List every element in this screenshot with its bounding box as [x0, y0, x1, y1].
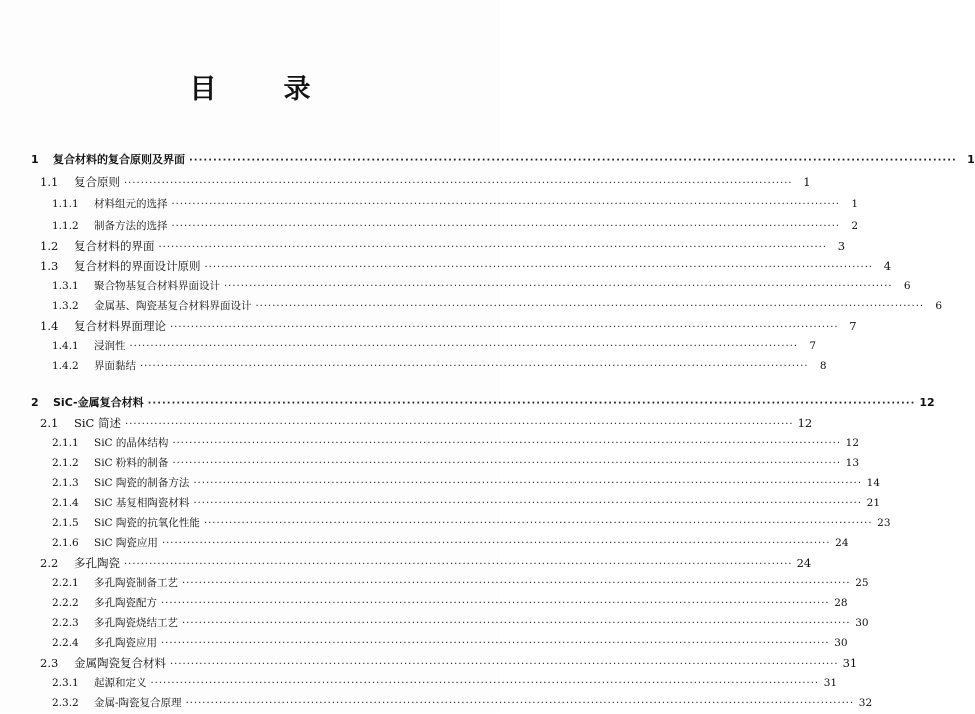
toc-entry-page: 28	[834, 597, 848, 609]
dot-leader: ································································································································································	[140, 361, 809, 372]
toc-entry-page: 24	[835, 537, 849, 549]
dot-leader: ································································································································································	[161, 538, 831, 549]
toc-entry-number: 2.1.1	[52, 437, 79, 449]
toc-entry-number: 2.1.4	[52, 497, 79, 509]
toc-entry-number: 1.4.1	[52, 340, 79, 352]
toc-entry-title: 金属陶瓷复合材料	[74, 656, 166, 670]
toc-entry-page: 13	[845, 457, 860, 469]
dot-leader: ································································································································································	[255, 301, 925, 312]
dot-leader: ································································································································································	[189, 155, 957, 166]
toc-entry[interactable]	[52, 673, 838, 693]
toc-entry-title: SiC 简述	[74, 416, 122, 430]
toc-entry-title: SiC 陶瓷应用	[94, 537, 158, 549]
toc-entry[interactable]	[40, 413, 813, 433]
toc-entry-number: 1.4	[40, 319, 59, 333]
toc-entry[interactable]	[52, 473, 881, 493]
toc-entry-title: 复合材料的复合原则及界面	[53, 153, 185, 166]
toc-entry[interactable]	[52, 433, 860, 453]
toc-entry[interactable]	[40, 172, 811, 192]
dot-leader: ································································································································································	[171, 221, 841, 232]
toc-entry-number: 2.2	[40, 556, 59, 570]
toc-entry-title: 多孔陶瓷制备工艺	[94, 577, 178, 589]
toc-entry-number: 2.1.3	[52, 477, 79, 489]
toc-entry-number: 1.1.1	[52, 198, 79, 210]
toc-entry-page: 3	[837, 239, 846, 253]
toc-entry-number: 2.1.5	[52, 517, 79, 529]
toc-entry-title: 聚合物基复合材料界面设计	[94, 280, 220, 292]
dot-leader: ································································································································································	[204, 262, 874, 273]
toc-entry[interactable]	[52, 533, 849, 553]
toc-entry[interactable]	[52, 493, 881, 513]
dot-leader: ································································································································································	[193, 478, 863, 489]
toc-entry-page: 12	[845, 437, 860, 449]
toc-entry-page: 7	[809, 340, 817, 352]
toc-entry[interactable]	[52, 336, 817, 356]
toc-entry-page: 4	[883, 259, 892, 273]
toc-entry-number: 2.3	[40, 656, 59, 670]
toc-entry-title: SiC 的晶体结构	[94, 437, 169, 449]
dot-leader: ································································································································································	[161, 598, 830, 609]
dot-leader: ································································································································································	[224, 281, 893, 292]
toc-entry-number: 1.3.2	[52, 300, 79, 312]
toc-entry-title: SiC 基复相陶瓷材料	[94, 497, 190, 509]
page-title: 目 录	[189, 74, 331, 105]
dot-leader: ································································································································································	[161, 638, 830, 649]
toc-entry-title: 起源和定义	[94, 677, 147, 689]
toc-entry[interactable]	[40, 653, 858, 673]
toc-entry-page: 12	[919, 396, 935, 409]
toc-entry-title: 复合材料的界面	[74, 239, 155, 253]
toc-entry-page: 2	[851, 220, 859, 232]
toc-entry-number: 2	[31, 396, 39, 409]
toc-entry-page: 6	[903, 280, 911, 292]
toc-entry-number: 2.2.2	[52, 597, 79, 609]
toc-entry-number: 1.3	[40, 259, 59, 273]
toc-entry[interactable]	[52, 216, 859, 236]
toc-entry-number: 1.2	[40, 239, 59, 253]
toc-entry-number: 2.1	[40, 416, 59, 430]
toc-entry-page: 23	[877, 517, 891, 529]
dot-leader: ································································································································································	[182, 618, 851, 629]
toc-entry[interactable]	[52, 296, 943, 316]
toc-entry-number: 1.1	[40, 175, 59, 189]
dot-leader: ································································································································································	[193, 498, 863, 509]
dot-leader: ································································································································································	[129, 341, 799, 352]
toc-entry-title: 多孔陶瓷应用	[94, 637, 157, 649]
toc-entry-title: 浸润性	[94, 340, 126, 352]
toc-entry-number: 2.2.4	[52, 637, 79, 649]
toc-entry-page: 21	[866, 497, 881, 509]
dot-leader: ································································································································································	[147, 398, 916, 409]
toc-entry-title: 多孔陶瓷	[74, 556, 120, 570]
toc-entry-number: 1	[31, 153, 39, 166]
toc-entry-title: 复合原则	[74, 175, 120, 189]
toc-entry-number: 1.3.1	[52, 280, 79, 292]
toc-entry[interactable]	[52, 693, 873, 713]
dot-leader: ································································································································································	[172, 438, 842, 449]
dot-leader: ································································································································································	[150, 678, 820, 689]
toc-entry[interactable]	[40, 236, 846, 256]
toc-entry[interactable]	[52, 633, 848, 653]
dot-leader: ································································································································································	[125, 419, 794, 430]
dot-leader: ································································································································································	[124, 559, 793, 570]
toc-entry-page: 30	[834, 637, 848, 649]
dot-leader: ································································································································································	[185, 698, 855, 709]
toc-entry[interactable]	[52, 613, 869, 633]
dot-leader: ································································································································································	[124, 178, 793, 189]
toc-entry[interactable]	[40, 553, 812, 573]
toc-entry[interactable]	[52, 593, 848, 613]
toc-entry-page: 1	[967, 153, 975, 166]
toc-entry[interactable]	[52, 356, 827, 376]
dot-leader: ································································································································································	[182, 578, 851, 589]
toc-entry[interactable]	[52, 513, 891, 533]
toc-entry-title: SiC 陶瓷的抗氧化性能	[94, 517, 200, 529]
dot-leader: ································································································································································	[171, 199, 841, 210]
toc-entry[interactable]	[40, 256, 892, 276]
toc-entry-page: 12	[797, 416, 813, 430]
toc-entry-title: 金属基、陶瓷基复合材料界面设计	[94, 300, 252, 312]
toc-entry-number: 2.2.3	[52, 617, 79, 629]
dot-leader: ································································································································································	[158, 242, 828, 253]
toc-entry-number: 2.1.6	[52, 537, 79, 549]
toc-entry-page: 32	[858, 697, 873, 709]
toc-entry[interactable]	[40, 316, 857, 336]
toc-entry[interactable]	[52, 194, 859, 214]
toc-entry-number: 2.3.1	[52, 677, 79, 689]
toc-entry-title: 界面黏结	[94, 360, 136, 372]
dot-leader: ································································································································································	[203, 518, 873, 529]
dot-leader: ································································································································································	[170, 322, 839, 333]
toc-entry-title: 多孔陶瓷烧结工艺	[94, 617, 178, 629]
toc-entry-title: 多孔陶瓷配方	[94, 597, 157, 609]
toc-entry-page: 1	[803, 175, 811, 189]
toc-entry-number: 1.1.2	[52, 220, 79, 232]
toc-entry-number: 2.2.1	[52, 577, 79, 589]
toc-entry-page: 7	[849, 319, 857, 333]
toc-entry-title: SiC-金属复合材料	[53, 396, 144, 409]
toc-entry-number: 1.4.2	[52, 360, 79, 372]
toc-entry[interactable]	[52, 573, 869, 593]
toc-entry[interactable]	[52, 276, 911, 296]
toc-entry-number: 2.3.2	[52, 697, 79, 709]
toc-entry-number: 2.1.2	[52, 457, 79, 469]
toc-entry-page: 25	[855, 577, 869, 589]
toc-entry-page: 1	[851, 198, 859, 210]
dot-leader: ································································································································································	[172, 458, 842, 469]
toc-entry-page: 30	[855, 617, 869, 629]
toc-entry[interactable]	[52, 453, 860, 473]
toc-entry-title: 复合材料界面理论	[74, 319, 166, 333]
toc-entry-title: SiC 陶瓷的制备方法	[94, 477, 190, 489]
toc-entry-page: 14	[866, 477, 881, 489]
toc-entry-title: 制备方法的选择	[94, 220, 168, 232]
toc-entry-page: 6	[935, 300, 943, 312]
toc-entry-title: 材料组元的选择	[94, 198, 168, 210]
dot-leader: ································································································································································	[170, 659, 839, 670]
toc-entry[interactable]	[31, 393, 935, 413]
toc-entry[interactable]	[31, 150, 975, 170]
toc-entry-page: 24	[796, 556, 812, 570]
toc-entry-page: 31	[842, 656, 858, 670]
toc-entry-page: 8	[819, 360, 827, 372]
toc-entry-title: SiC 粉料的制备	[94, 457, 169, 469]
toc-entry-page: 31	[823, 677, 838, 689]
toc-entry-title: 金属-陶瓷复合原理	[94, 697, 182, 709]
toc-entry-title: 复合材料的界面设计原则	[74, 259, 201, 273]
